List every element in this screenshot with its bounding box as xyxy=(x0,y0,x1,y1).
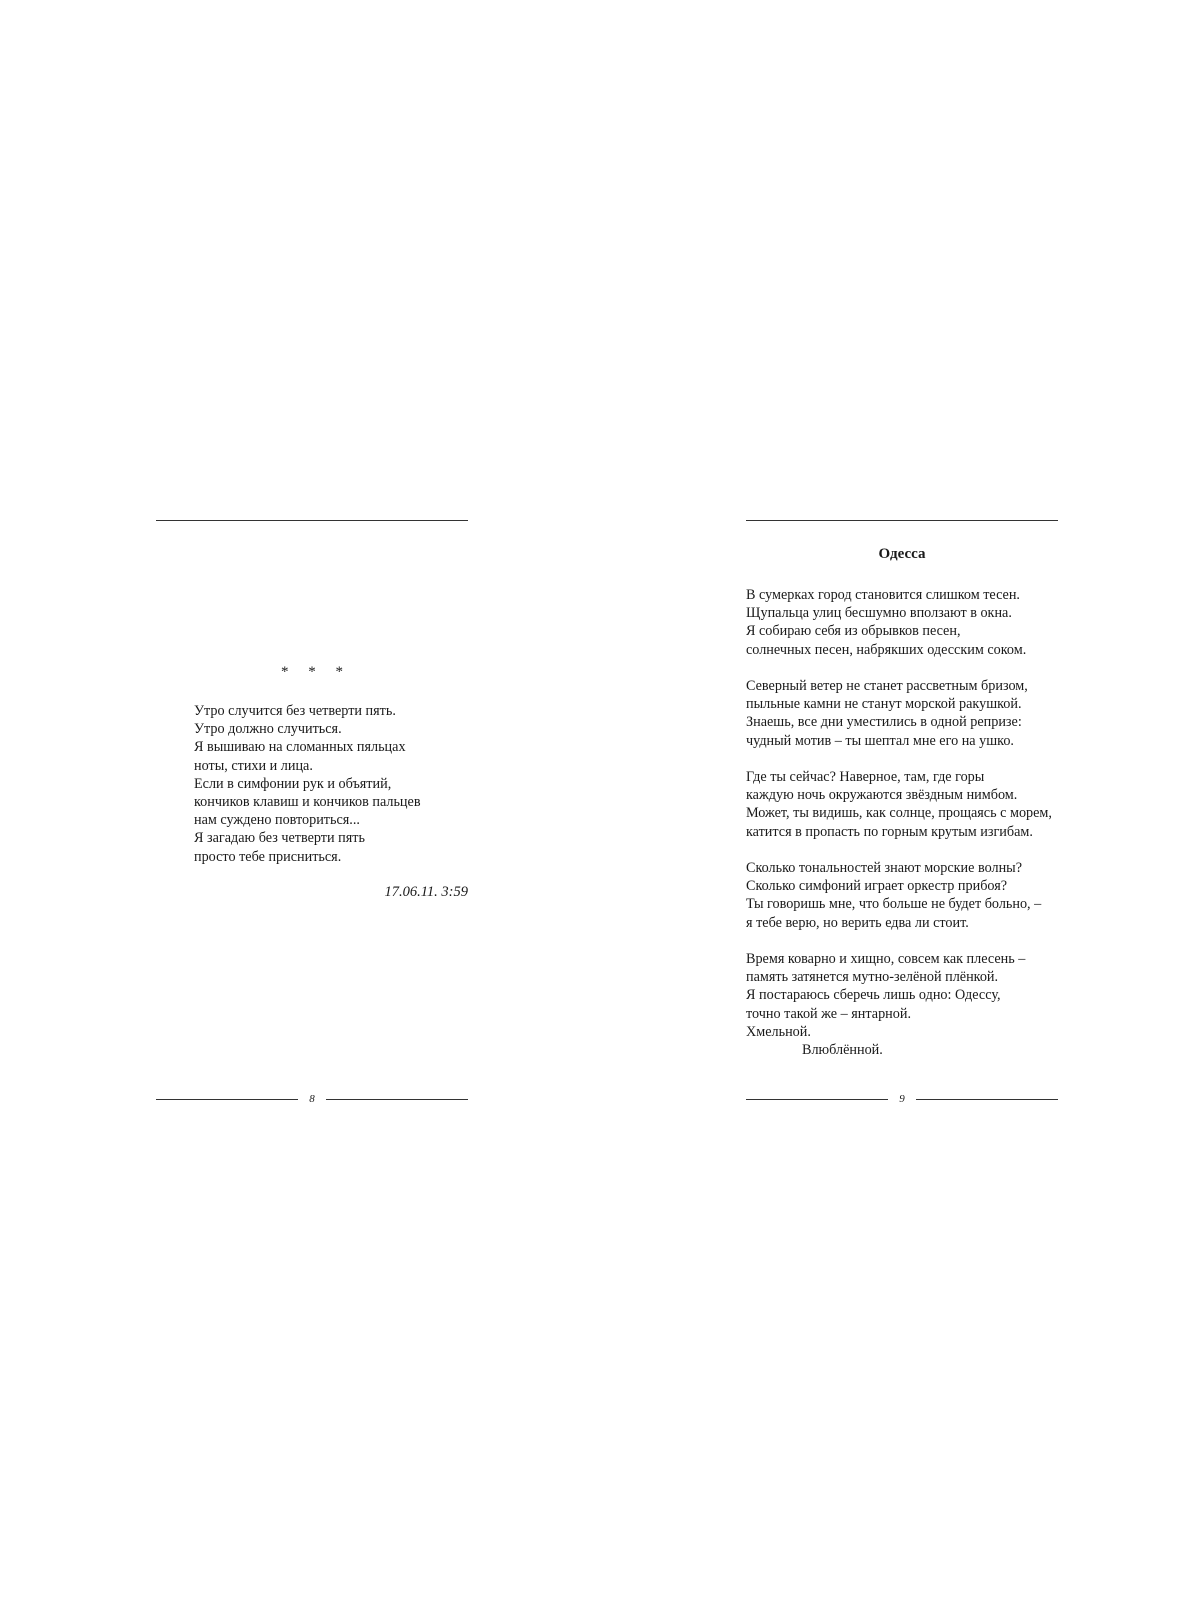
poem-line: Ты говоришь мне, что больше не будет больно, – xyxy=(746,896,1042,913)
poem-line: Хмельной. xyxy=(746,1023,811,1040)
poem-line: Я вышиваю на сломанных пяльцах xyxy=(194,739,406,756)
poem-line: точно такой же – янтарной. xyxy=(746,1005,911,1022)
page-footer xyxy=(156,1090,468,1110)
top-rule xyxy=(746,520,1058,521)
poem-line: память затянется мутно-зелёной плёнкой. xyxy=(746,969,999,986)
poem-line: Где ты сейчас? Наверное, там, где горы xyxy=(746,769,985,785)
stanza xyxy=(746,950,1058,1059)
poem-line: Я собираю себя из обрывков песен, xyxy=(746,623,961,640)
poem-odessa xyxy=(746,586,1058,1059)
poem-line: Я загадаю без четверти пять xyxy=(194,830,365,847)
poem-line: Может, ты видишь, как солнце, прощаясь с морем, xyxy=(746,805,1052,822)
poem-line: Сколько тональностей знают морские волны? xyxy=(746,860,1023,876)
poem-date: 17.06.11. 3:59 xyxy=(384,884,468,900)
right-page xyxy=(746,0,1058,1600)
stanza xyxy=(746,677,1058,750)
poem-line: чудный мотив – ты шептал мне его на ушко. xyxy=(746,732,1014,749)
poem-line: Я постараюсь сберечь лишь одно: Одессу, xyxy=(746,987,1001,1004)
poem-line: каждую ночь окружаются звёздным нимбом. xyxy=(746,787,1018,804)
left-page xyxy=(156,0,468,1600)
poem-line: Время коварно и хищно, совсем как плесень – xyxy=(746,951,1026,967)
poem-line: Сколько симфоний играет оркестр прибоя? xyxy=(746,878,1008,895)
poem-line: Северный ветер не станет рассветным бризом, xyxy=(746,678,1028,694)
footer-rule-right xyxy=(916,1099,1058,1100)
poem-line: нам суждено повториться... xyxy=(194,812,360,829)
asterism-separator: * * * xyxy=(281,664,351,680)
poem-line: кончиков клавиш и кончиков пальцев xyxy=(194,794,421,811)
footer-rule-right xyxy=(326,1099,468,1100)
poem-line: Утро должно случиться. xyxy=(194,721,342,738)
stanza xyxy=(746,586,1058,659)
footer-rule-left xyxy=(156,1099,298,1100)
poem-line: Щупальца улиц бесшумно вползают в окна. xyxy=(746,605,1012,622)
poem-line: ноты, стихи и лица. xyxy=(194,757,313,774)
poem-line: Знаешь, все дни уместились в одной репризе: xyxy=(746,714,1022,731)
footer-rule-left xyxy=(746,1099,888,1100)
stanza xyxy=(746,859,1058,932)
poem-line: солнечных песен, набрякших одесским соком. xyxy=(746,641,1027,658)
top-rule xyxy=(156,520,468,521)
poem-line: В сумерках город становится слишком тесен. xyxy=(746,587,1020,603)
poem-title: Одесса xyxy=(878,546,926,562)
poem-untitled xyxy=(194,702,468,866)
poem-final-line: Влюблённой. xyxy=(802,1042,883,1059)
page-number: 8 xyxy=(309,1093,315,1105)
poem-line: Если в симфонии рук и объятий, xyxy=(194,775,392,792)
poem-line: я тебе верю, но верить едва ли стоит. xyxy=(746,914,969,931)
page-footer xyxy=(746,1090,1058,1110)
poem-line: катится в пропасть по горным крутым изгибам. xyxy=(746,823,1033,840)
poem-line: пыльные камни не станут морской ракушкой. xyxy=(746,696,1022,713)
stanza xyxy=(746,768,1058,841)
poem-line: просто тебе присниться. xyxy=(194,848,342,865)
page-number: 9 xyxy=(899,1093,905,1105)
poem-line: Утро случится без четверти пять. xyxy=(194,703,396,719)
